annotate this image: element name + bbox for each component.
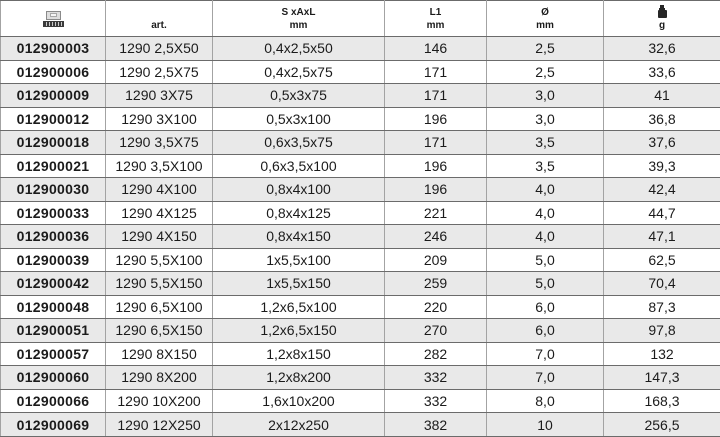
cell-sxaxl: 0,4x2,5x50: [213, 37, 385, 61]
cell-art: 1290 4X150: [106, 225, 213, 249]
cell-code: 012900009: [1, 84, 106, 108]
cell-diameter: 10: [487, 413, 604, 437]
table-row: [1, 225, 720, 249]
table-row: [1, 178, 720, 202]
cell-diameter: 8,0: [487, 389, 604, 413]
cell-sxaxl: 1,6x10x200: [213, 389, 385, 413]
cell-sxaxl: 0,8x4x125: [213, 201, 385, 225]
cell-code: 012900003: [1, 37, 106, 61]
cell-code: 012900033: [1, 201, 106, 225]
header-row: [1, 1, 720, 37]
cell-weight: 62,5: [604, 248, 720, 272]
cell-l1: 146: [385, 37, 487, 61]
cell-sxaxl: 0,8x4x100: [213, 178, 385, 202]
cell-diameter: 3,5: [487, 154, 604, 178]
cell-sxaxl: 2x12x250: [213, 413, 385, 437]
table-body: [1, 37, 720, 437]
cell-l1: 196: [385, 107, 487, 131]
cell-l1: 259: [385, 272, 487, 296]
cell-weight: 47,1: [604, 225, 720, 249]
cell-weight: 97,8: [604, 319, 720, 343]
cell-l1: 221: [385, 201, 487, 225]
column-header-weight: [604, 1, 720, 37]
cell-weight: 70,4: [604, 272, 720, 296]
column-header-art: [106, 1, 213, 37]
cell-sxaxl: 0,4x2,5x75: [213, 60, 385, 84]
cell-sxaxl: 0,5x3x75: [213, 84, 385, 108]
table-row: [1, 248, 720, 272]
column-unit-diameter: mm: [536, 19, 554, 31]
cell-diameter: 5,0: [487, 248, 604, 272]
cell-weight: 256,5: [604, 413, 720, 437]
cell-l1: 220: [385, 295, 487, 319]
cell-diameter: 7,0: [487, 342, 604, 366]
column-unit-sxaxl: mm: [289, 19, 308, 31]
table-row: [1, 342, 720, 366]
cell-weight: 41: [604, 84, 720, 108]
column-header-code: [1, 1, 106, 37]
cell-sxaxl: 0,8x4x150: [213, 225, 385, 249]
cell-art: 1290 8X150: [106, 342, 213, 366]
barcode-card-inner: [50, 13, 57, 17]
cell-l1: 171: [385, 131, 487, 155]
column-header-l1: [385, 1, 487, 37]
cell-art: 1290 6,5X100: [106, 295, 213, 319]
cell-l1: 282: [385, 342, 487, 366]
weight-icon-body: [658, 10, 667, 18]
cell-sxaxl: 0,5x3x100: [213, 107, 385, 131]
cell-l1: 171: [385, 84, 487, 108]
cell-weight: 132: [604, 342, 720, 366]
table-row: [1, 107, 720, 131]
cell-art: 1290 2,5X50: [106, 37, 213, 61]
cell-diameter: 3,0: [487, 107, 604, 131]
column-label-sxaxl: S xAxL: [281, 6, 316, 18]
cell-code: 012900042: [1, 272, 106, 296]
table-row: [1, 319, 720, 343]
cell-weight: 37,6: [604, 131, 720, 155]
table-row: [1, 366, 720, 390]
cell-code: 012900051: [1, 319, 106, 343]
cell-diameter: 3,5: [487, 131, 604, 155]
cell-l1: 246: [385, 225, 487, 249]
cell-diameter: 2,5: [487, 37, 604, 61]
cell-sxaxl: 1x5,5x100: [213, 248, 385, 272]
cell-weight: 39,3: [604, 154, 720, 178]
cell-weight: 42,4: [604, 178, 720, 202]
cell-l1: 332: [385, 366, 487, 390]
table-row: [1, 272, 720, 296]
cell-art: 1290 3X100: [106, 107, 213, 131]
table-row: [1, 154, 720, 178]
cell-code: 012900021: [1, 154, 106, 178]
column-header-diameter: [487, 1, 604, 37]
cell-art: 1290 8X200: [106, 366, 213, 390]
column-unit-weight: g: [658, 20, 666, 31]
cell-art: 1290 12X250: [106, 413, 213, 437]
column-unit-l1: mm: [426, 19, 445, 31]
cell-art: 1290 3X75: [106, 84, 213, 108]
table-row: [1, 131, 720, 155]
cell-art: 1290 3,5X100: [106, 154, 213, 178]
cell-code: 012900036: [1, 225, 106, 249]
cell-code: 012900069: [1, 413, 106, 437]
barcode-icon: [41, 11, 65, 29]
cell-code: 012900060: [1, 366, 106, 390]
cell-diameter: 6,0: [487, 319, 604, 343]
cell-code: 012900012: [1, 107, 106, 131]
cell-weight: 44,7: [604, 201, 720, 225]
cell-weight: 87,3: [604, 295, 720, 319]
cell-code: 012900030: [1, 178, 106, 202]
column-header-sxaxl: [213, 1, 385, 37]
cell-l1: 196: [385, 154, 487, 178]
cell-sxaxl: 1,2x8x200: [213, 366, 385, 390]
cell-art: 1290 4X100: [106, 178, 213, 202]
cell-diameter: 6,0: [487, 295, 604, 319]
cell-art: 1290 3,5X75: [106, 131, 213, 155]
cell-l1: 209: [385, 248, 487, 272]
table-row: [1, 37, 720, 61]
cell-code: 012900039: [1, 248, 106, 272]
cell-diameter: 5,0: [487, 272, 604, 296]
cell-l1: 382: [385, 413, 487, 437]
cell-diameter: 4,0: [487, 201, 604, 225]
weight-icon: [656, 5, 668, 18]
cell-art: 1290 10X200: [106, 389, 213, 413]
table-row: [1, 295, 720, 319]
cell-code: 012900048: [1, 295, 106, 319]
cell-art: 1290 5,5X150: [106, 272, 213, 296]
cell-art: 1290 5,5X100: [106, 248, 213, 272]
table-row: [1, 84, 720, 108]
table-header: [1, 1, 720, 37]
cell-weight: 168,3: [604, 389, 720, 413]
cell-weight: 32,6: [604, 37, 720, 61]
cell-code: 012900006: [1, 60, 106, 84]
cell-weight: 36,8: [604, 107, 720, 131]
cell-art: 1290 4X125: [106, 201, 213, 225]
barcode-card: [46, 11, 61, 20]
cell-sxaxl: 0,6x3,5x100: [213, 154, 385, 178]
cell-weight: 33,6: [604, 60, 720, 84]
cell-sxaxl: 0,6x3,5x75: [213, 131, 385, 155]
cell-code: 012900066: [1, 389, 106, 413]
table-row: [1, 389, 720, 413]
column-label-art: art.: [151, 20, 167, 31]
barcode-stripes: [43, 21, 64, 27]
cell-sxaxl: 1,2x6,5x100: [213, 295, 385, 319]
cell-l1: 270: [385, 319, 487, 343]
table-row: [1, 413, 720, 437]
cell-l1: 332: [385, 389, 487, 413]
cell-l1: 171: [385, 60, 487, 84]
cell-sxaxl: 1x5,5x150: [213, 272, 385, 296]
cell-diameter: 4,0: [487, 178, 604, 202]
column-label-l1: L1: [429, 6, 442, 18]
cell-l1: 196: [385, 178, 487, 202]
column-label-diameter: Ø: [541, 6, 549, 18]
cell-art: 1290 2,5X75: [106, 60, 213, 84]
cell-art: 1290 6,5X150: [106, 319, 213, 343]
cell-weight: 147,3: [604, 366, 720, 390]
table-row: [1, 201, 720, 225]
cell-diameter: 7,0: [487, 366, 604, 390]
cell-code: 012900018: [1, 131, 106, 155]
cell-code: 012900057: [1, 342, 106, 366]
cell-diameter: 3,0: [487, 84, 604, 108]
table-row: [1, 60, 720, 84]
cell-sxaxl: 1,2x8x150: [213, 342, 385, 366]
cell-sxaxl: 1,2x6,5x150: [213, 319, 385, 343]
cell-diameter: 4,0: [487, 225, 604, 249]
cell-diameter: 2,5: [487, 60, 604, 84]
